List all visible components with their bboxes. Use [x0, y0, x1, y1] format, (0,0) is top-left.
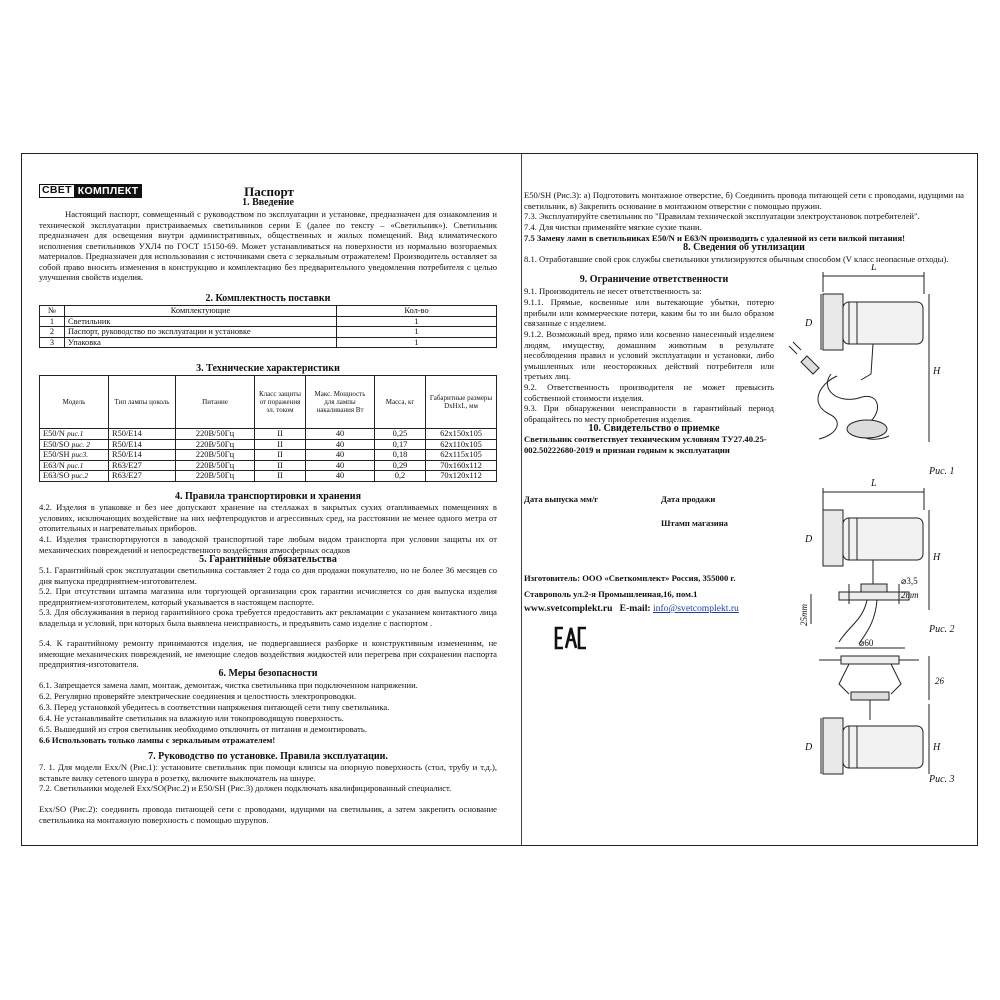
- table-cell: 70x160x112: [426, 460, 497, 471]
- section-9-p5: 9.3. При обнаружении неисправности в гарантийный период обращайтесь по месту приобретения изделия.: [524, 403, 774, 424]
- section-7-p6: 7.4. Для чистки применяйте мягкие сухие ткани.: [524, 222, 702, 232]
- model-name: E50/N: [43, 429, 65, 438]
- table-row: [40, 429, 497, 440]
- manufacturer-line-1: Изготовитель: ООО «Светкомплект» Россия, 355000 г.: [524, 573, 736, 583]
- table-cell: 62x110x105: [426, 439, 497, 450]
- figure-ref: рис3.: [71, 450, 89, 460]
- table-cell: R63/E27: [109, 460, 176, 471]
- release-date-label: Дата выпуска мм/г: [524, 494, 599, 504]
- sale-date-label: Дата продажи: [661, 494, 716, 504]
- header-cell: Макс. Мощность для лампы накаливания Вт: [306, 376, 375, 429]
- model-name: E63/SO: [43, 471, 70, 481]
- table-cell: 0,18: [375, 450, 426, 461]
- fig2-dim-l: L: [871, 478, 877, 489]
- table-cell: 62x150x105: [426, 429, 497, 440]
- figure-3-caption: Рис. 3: [929, 774, 955, 784]
- figure-ref: рис.1: [66, 460, 84, 470]
- safety-item: 6.4. Не устанавливайте светильник на влажную или токопроводящую поверхность.: [39, 713, 344, 723]
- page-title: Паспорт: [244, 184, 294, 199]
- header-cell: Класс защиты от поражения эл. током: [255, 376, 306, 429]
- section-1-heading: 1. Введение: [242, 197, 294, 208]
- section-2-heading: 2. Комплектность поставки: [205, 293, 331, 304]
- table-cell: 220В/50Гц: [176, 450, 255, 461]
- table-cell: 40: [306, 439, 375, 450]
- table-row: [40, 439, 497, 450]
- table-cell: 40: [306, 450, 375, 461]
- fig1-dim-l: L: [871, 264, 877, 273]
- table-cell: II: [255, 439, 306, 450]
- safety-item: 6.2. Регулярно проверяйте электрические соединения и целостность электропроводки.: [39, 691, 357, 701]
- table-cell: II: [255, 471, 306, 482]
- eac-mark: [554, 626, 588, 655]
- fig3-dim-h: H: [933, 742, 941, 753]
- section-7-p7: 7.5 Замену ламп в светильниках E50/N и E63/N производить с удаленной из сети вилкой питания!: [524, 233, 906, 243]
- table-cell: 1: [40, 316, 65, 327]
- brand-logo: [39, 184, 142, 198]
- section-8-text: 8.1. Отработавшие свой срок службы светильники утилизируются обычным способом (V класс неопасные отходы).: [524, 254, 949, 264]
- section-5-heading: 5. Гарантийные обязательства: [199, 554, 337, 565]
- specs-table: [39, 375, 497, 482]
- contacts-line: [524, 604, 739, 615]
- table-cell: 1: [337, 316, 497, 327]
- eac-icon: [554, 626, 588, 650]
- model-name: E50/SO: [43, 439, 70, 449]
- table-cell: II: [255, 429, 306, 440]
- section-8-heading: 8. Сведения об утилизации: [683, 242, 805, 253]
- header-cell: Питание: [176, 376, 255, 429]
- fig3-dim-26: 26: [935, 676, 944, 686]
- logo-part-2: КОМПЛЕКТ: [75, 184, 142, 198]
- figure-2-caption: Рис. 2: [929, 624, 955, 635]
- figure-1-caption: Рис. 1: [929, 466, 955, 477]
- table-cell: 1: [337, 337, 497, 348]
- section-3-heading: 3. Технические характеристики: [196, 363, 340, 374]
- model-cell: [40, 439, 109, 450]
- table-row: [40, 460, 497, 471]
- section-6-heading: 6. Меры безопасности: [218, 668, 318, 679]
- header-cell: Комплектующие: [65, 306, 337, 317]
- section-5-p3: 5.3. Для обслуживания в период гарантийного срока требуется предоставить акт рекламации с указанием контактного лица владельца и условий, при которых была выявлена неисправность, и предъявить само изделие с паспортом .: [39, 607, 497, 628]
- safety-item: 6.5. Вышедший из строя светильник необходимо отключить от питания и демонтировать.: [39, 724, 367, 734]
- passport-sheet: [21, 153, 978, 846]
- section-4-heading: 4. Правила транспортировки и хранения: [175, 491, 361, 502]
- table-cell: 40: [306, 429, 375, 440]
- header-cell: Кол-во: [337, 306, 497, 317]
- table-cell: Упаковка: [65, 337, 337, 348]
- section-5-p2: 5.2. При отсутствии штампа магазина или торгующей организации срок гарантии исчисляется со дня выпуска изделия предприятием-изготовителем, который указывается в настоящем паспорте.: [39, 586, 497, 607]
- fig2-dim-25mm: 25mm: [799, 604, 809, 626]
- model-cell: [40, 429, 109, 440]
- section-4-p2: 4.1. Изделия транспортируются в заводской транспортной таре любым видом транспорта при условии защиты их от механических повреждений и непосредственного воздействия атмосферных осадков: [39, 534, 497, 555]
- section-7-p5: 7.3. Эксплуатируйте светильник по "Правилам технической эксплуатации электроустановок потребителей".: [524, 211, 920, 221]
- figure-1-drawing: [789, 272, 929, 442]
- package-table: [39, 305, 497, 348]
- model-name: E63/N: [43, 460, 65, 470]
- table-cell: 40: [306, 471, 375, 482]
- table-row: [40, 327, 497, 338]
- table-cell: 220В/50Гц: [176, 471, 255, 482]
- shop-stamp-label: Штамп магазина: [661, 518, 728, 528]
- section-7-heading: 7. Руководство по установке. Правила эксплуатации.: [148, 751, 388, 762]
- header-cell: Габаритные размеры DxHxL, мм: [426, 376, 497, 429]
- table-cell: 0,29: [375, 460, 426, 471]
- section-7-p1: 7. 1. Для модели Exx/N (Рис.1): установите светильник при помощи клипсы на опорную поверхность (стол, трубу и т.д.), вставьте вилку сетевого шнура в розетку, включите выключатель на шнуре.: [39, 762, 497, 783]
- table-cell: 0,25: [375, 429, 426, 440]
- table-cell: R63/E27: [109, 471, 176, 482]
- section-9-p2: 9.1.1. Прямые, косвенные или вытекающие убытки, потерю прибыли или коммерческие потери, каким бы то ни было образом связанные с изделием.: [524, 297, 774, 328]
- table-cell: 1: [337, 327, 497, 338]
- column-divider: [521, 154, 522, 845]
- section-1-text: Настоящий паспорт, совмещенный с руководством по эксплуатации и установке, предназначен для ознакомления и технической эксплуатации пристраиваемых светильников серии Е (далее по тексту – «Светильник»). Светильник предназначен для освещения внутри административных, общественных и жилых помещений. Вид климатического исполнения светильников УХЛ4 по ГОСТ 15150-69. Может устанавливаться на поверхности из нормально возгораемых материалов. Предназначен для использования с источниками света с зеркальным отражателем! Производитель оставляет за собой право вносить изменения в конструкцию и комплектацию без предварительного уведомления потребителя с целью улучшения свойств изделия.: [39, 209, 497, 282]
- figure-ref: рис. 2: [71, 439, 90, 449]
- fig2-dim-h: H: [933, 552, 941, 563]
- section-10-heading: 10. Свидетельство о приемке: [588, 423, 720, 434]
- table-cell: Паспорт, руководство по эксплуатации и установке: [65, 327, 337, 338]
- section-10-text: Светильник соответствует техническим условиям ТУ27.40.25-002.50222680-2019 и признан годным к эксплуатации: [524, 434, 767, 455]
- table-cell: 62x115x105: [426, 450, 497, 461]
- section-9-p1: 9.1. Производитель не несет ответственность за:: [524, 286, 702, 296]
- fig2-dim-2mm: 2mm: [901, 590, 919, 600]
- fig3-dim-d60: ⌀60: [859, 638, 874, 648]
- section-9-p3: 9.1.2. Возможный вред, прямо или косвенно нанесенный изделием людям, имуществу, домашним животным в результате несоблюдения правил и условий эксплуатации и установки, либо умышленных или неосторожных действий потребителя или третьих лиц.: [524, 329, 774, 381]
- header-cell: Модель: [40, 376, 109, 429]
- table-row: [40, 316, 497, 327]
- table-cell: R50/E14: [109, 450, 176, 461]
- safety-item: 6.1. Запрещается замена ламп, монтаж, демонтаж, чистка светильника при подключенном напряжении.: [39, 680, 418, 690]
- safety-item: 6.6 Использовать только лампы с зеркальным отражателем!: [39, 735, 276, 745]
- fig1-dim-d: D: [805, 318, 813, 329]
- table-cell: 2: [40, 327, 65, 338]
- website-link[interactable]: www.svetcomplekt.ru: [524, 603, 613, 614]
- model-name: E50/SH: [43, 450, 70, 460]
- table-cell: 70x120x112: [426, 471, 497, 482]
- table-cell: 220В/50Гц: [176, 439, 255, 450]
- table-cell: Светильник: [65, 316, 337, 327]
- email-label: E-mail:: [619, 603, 651, 614]
- table-header-row: [40, 376, 497, 429]
- section-7-p3: Exx/SO (Рис.2): соединить провода питающей сети с проводами, идущими на светильник, а затем закрепить основание светильника на монтажную поверхность с помощью шурупов.: [39, 804, 497, 825]
- email-link[interactable]: info@svetcomplekt.ru: [653, 603, 739, 614]
- fig2-dim-d: D: [805, 534, 813, 545]
- table-cell: II: [255, 450, 306, 461]
- table-cell: 220В/50Гц: [176, 429, 255, 440]
- table-cell: 0,2: [375, 471, 426, 482]
- table-cell: II: [255, 460, 306, 471]
- table-cell: R50/E14: [109, 429, 176, 440]
- lamp-drawings: [779, 264, 969, 784]
- figure-ref: рис.2: [71, 471, 89, 481]
- safety-item: 6.3. Перед установкой убедитесь в соответствии напряжения питающей сети типу светильника.: [39, 702, 390, 712]
- section-5-p4: 5.4. К гарантийному ремонту принимаются изделия, не подвергавшиеся разборке и конструктивным изменениям, не имеющие механических повреждений, не имеющие следов воздействия жидкостей или перегрева при сохранении паспорта предприятия-изготовителя.: [39, 638, 497, 669]
- model-cell: [40, 471, 109, 482]
- fig2-dim-hole: ⌀3,5: [901, 576, 918, 586]
- table-row: [40, 337, 497, 348]
- table-header-row: [40, 306, 497, 317]
- section-4-p1: 4.2. Изделия в упаковке и без нее допускают хранение на стеллажах в закрытых сухих отапливаемых помещениях в условиях, исключающих воздействие на них нефтепродуктов и агрессивных сред, на расстоянии не менее одного метра от отопительных и нагревательных приборов.: [39, 502, 497, 533]
- figure-2-drawing: [811, 488, 929, 644]
- table-cell: 3: [40, 337, 65, 348]
- fig1-dim-h: H: [933, 366, 941, 377]
- fig3-dim-d: D: [805, 742, 813, 753]
- header-cell: №: [40, 306, 65, 317]
- section-5-p1: 5.1. Гарантийный срок эксплуатации светильника составляет 2 года со дня продажи покупателю, но не более 36 месяцев со дня выпуска предприятием-изготовителем.: [39, 565, 497, 586]
- table-row: [40, 471, 497, 482]
- section-7-p2: 7.2. Светильники моделей Exx/SO(Рис.2) и E50/SH (Рис.3) должен подключать квалифицированный специалист.: [39, 783, 452, 793]
- table-row: [40, 450, 497, 461]
- table-cell: 40: [306, 460, 375, 471]
- section-7-p4: E50/SH (Рис.3): а) Подготовить монтажное отверстие, б) Соединить провода питающей сети с проводами, идущими на светильник, в) Закрепить основание в монтажном отверстии с помощью пружин.: [524, 190, 964, 211]
- section-9-heading: 9. Ограничение ответственности: [579, 274, 729, 285]
- model-cell: [40, 450, 109, 461]
- section-9-p4: 9.2. Ответственность производителя не может превысить собственной стоимости изделия.: [524, 382, 774, 403]
- table-cell: R50/E14: [109, 439, 176, 450]
- header-cell: Тип лампы цоколь: [109, 376, 176, 429]
- figure-ref: рис.1: [66, 429, 84, 438]
- table-cell: 220В/50Гц: [176, 460, 255, 471]
- figure-3-drawing: [819, 648, 929, 774]
- logo-part-1: СВЕТ: [39, 184, 75, 198]
- model-cell: [40, 460, 109, 471]
- table-cell: 0,17: [375, 439, 426, 450]
- header-cell: Масса, кг: [375, 376, 426, 429]
- manufacturer-line-2: Ставрополь ул.2-я Промышленная,16, пом.1: [524, 589, 698, 599]
